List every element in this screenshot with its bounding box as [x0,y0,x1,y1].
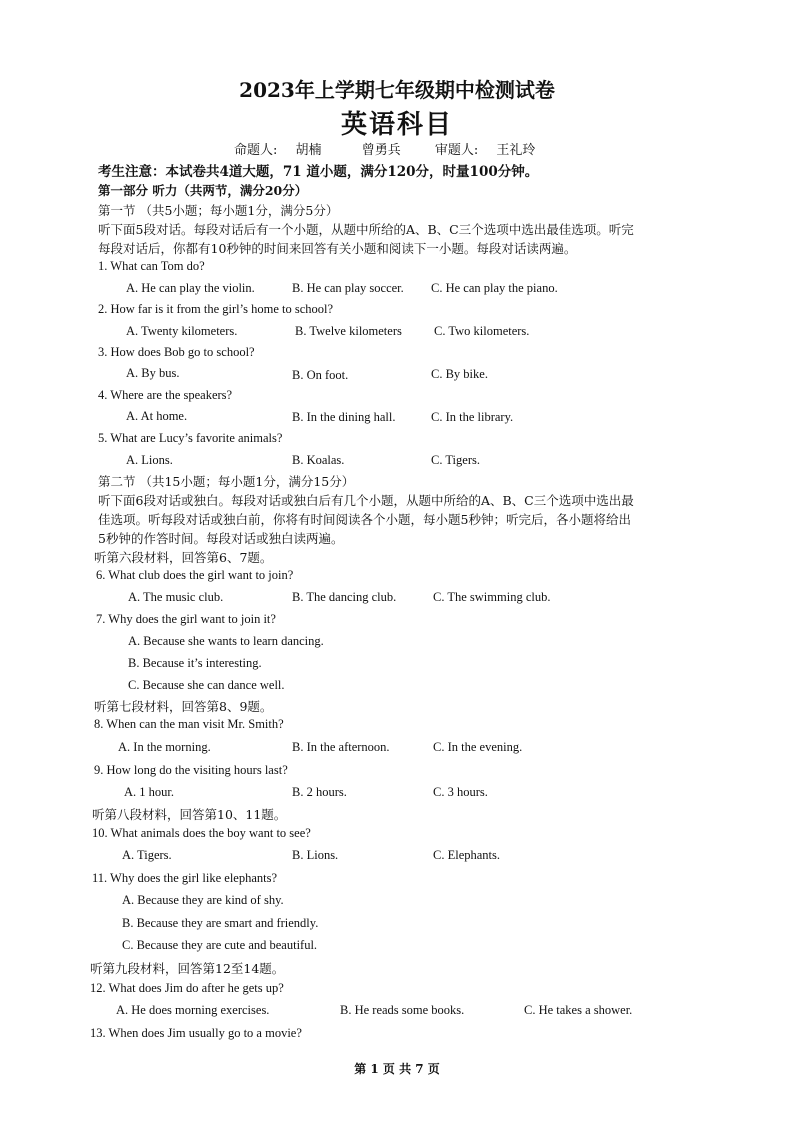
q8-option-b: B. In the afternoon. [292,740,390,754]
material-9-label: 听第九段材料，回答第12至14题。 [90,961,285,976]
q12-option-b: B. He reads some books. [340,1003,465,1017]
question-3: 3. How does Bob go to school? [98,345,255,359]
q6-option-c: C. The swimming club. [433,590,551,604]
part1-heading: 第一部分 听力（共两节，满分20分） [98,183,308,198]
q5-option-c: C. Tigers. [431,453,480,467]
question-8: 8. When can the man visit Mr. Smith? [94,717,284,731]
section1-instructions-2: 每段对话后，你都有10秒钟的时间来回答有关小题和阅读下一小题。每段对话读两遍。 [98,241,577,256]
section2-instructions-3: 5秒钟的作答时间。每段对话或独白读两遍。 [98,531,344,546]
question-6: 6. What club does the girl want to join? [96,568,294,582]
material-8-label: 听第八段材料，回答第10、11题。 [92,807,287,822]
question-13: 13. When does Jim usually go to a movie? [90,1026,302,1040]
q10-option-b: B. Lions. [292,848,339,862]
q2-option-c: C. Two kilometers. [434,324,530,338]
q9-option-a: A. 1 hour. [124,785,174,799]
q11-option-c: C. Because they are cute and beautiful. [122,938,318,952]
question-12: 12. What does Jim do after he gets up? [90,981,284,995]
reviewer-name: 王礼玲 [496,143,536,158]
exam-title: 2023年上学期七年级期中检测试卷 [239,78,555,102]
q5-option-b: B. Koalas. [292,453,345,467]
setter-name-1: 胡楠 [295,143,322,158]
q9-option-b: B. 2 hours. [292,785,347,799]
question-11: 11. Why does the girl like elephants? [92,871,278,885]
question-1: 1. What can Tom do? [98,259,205,273]
q7-option-b: B. Because it’s interesting. [128,656,262,670]
q8-option-a: A. In the morning. [118,740,211,754]
q5-option-a: A. Lions. [126,453,173,467]
question-2: 2. How far is it from the girl’s home to school? [98,302,334,316]
section1-instructions-1: 听下面5段对话。每段对话后有一个小题，从题中所给的A、B、C三个选项中选出最佳选项。听完 [98,222,634,237]
q6-option-b: B. The dancing club. [292,590,397,604]
section2-instructions-2: 佳选项。听每段对话或独白前，你将有时间阅读各个小题，每小题5秒钟；听完后，各小题将给出 [98,512,631,527]
q3-option-a: A. By bus. [126,366,180,380]
subject-title: 英语科目 [340,110,453,140]
q10-option-c: C. Elephants. [433,848,501,862]
q4-option-a: A. At home. [126,409,188,423]
question-9: 9. How long do the visiting hours last? [94,763,288,777]
q4-option-b: B. In the dining hall. [292,410,396,424]
q2-option-b: B. Twelve kilometers [295,324,402,338]
question-10: 10. What animals does the boy want to see? [92,826,311,840]
q3-option-b: B. On foot. [292,368,349,382]
setters-line [234,139,535,158]
reviewer-label: 审题人: [434,143,479,158]
q1-option-b: B. He can play soccer. [292,281,404,295]
q10-option-a: A. Tigers. [122,848,172,862]
exam-notice: 考生注意：本试卷共4道大题，71 道小题，满分120分，时量100分钟。 [98,164,539,180]
section2-heading: 第二节 （共15小题；每小题1分，满分15分） [98,474,355,489]
q3-option-c: C. By bike. [431,367,488,381]
setter-name-2: 曾勇兵 [361,143,401,158]
q11-option-b: B. Because they are smart and friendly. [122,916,319,930]
q12-option-a: A. He does morning exercises. [116,1003,270,1017]
q2-option-a: A. Twenty kilometers. [126,324,238,338]
page-footer: 第 1 页 共 7 页 [354,1062,440,1076]
q4-option-c: C. In the library. [431,410,514,424]
q1-option-c: C. He can play the piano. [431,281,558,295]
material-6-label: 听第六段材料，回答第6、7题。 [94,550,273,565]
section1-heading: 第一节 （共5小题；每小题1分，满分5分） [98,203,339,218]
q7-option-a: A. Because she wants to learn dancing. [128,634,324,648]
section2-instructions-1: 听下面6段对话或独白。每段对话或独白后有几个小题，从题中所给的A、B、C三个选项中选出最 [98,493,634,508]
q11-option-a: A. Because they are kind of shy. [122,893,284,907]
question-4: 4. Where are the speakers? [98,388,233,402]
question-7: 7. Why does the girl want to join it? [96,612,276,626]
q8-option-c: C. In the evening. [433,740,523,754]
q12-option-c: C. He takes a shower. [524,1003,633,1017]
q1-option-a: A. He can play the violin. [126,281,255,295]
q6-option-a: A. The music club. [128,590,224,604]
setter-label: 命题人: [234,143,278,158]
question-5: 5. What are Lucy’s favorite animals? [98,431,283,445]
q7-option-c: C. Because she can dance well. [128,678,285,692]
material-7-label: 听第七段材料，回答第8、9题。 [94,699,273,714]
q9-option-c: C. 3 hours. [433,785,488,799]
